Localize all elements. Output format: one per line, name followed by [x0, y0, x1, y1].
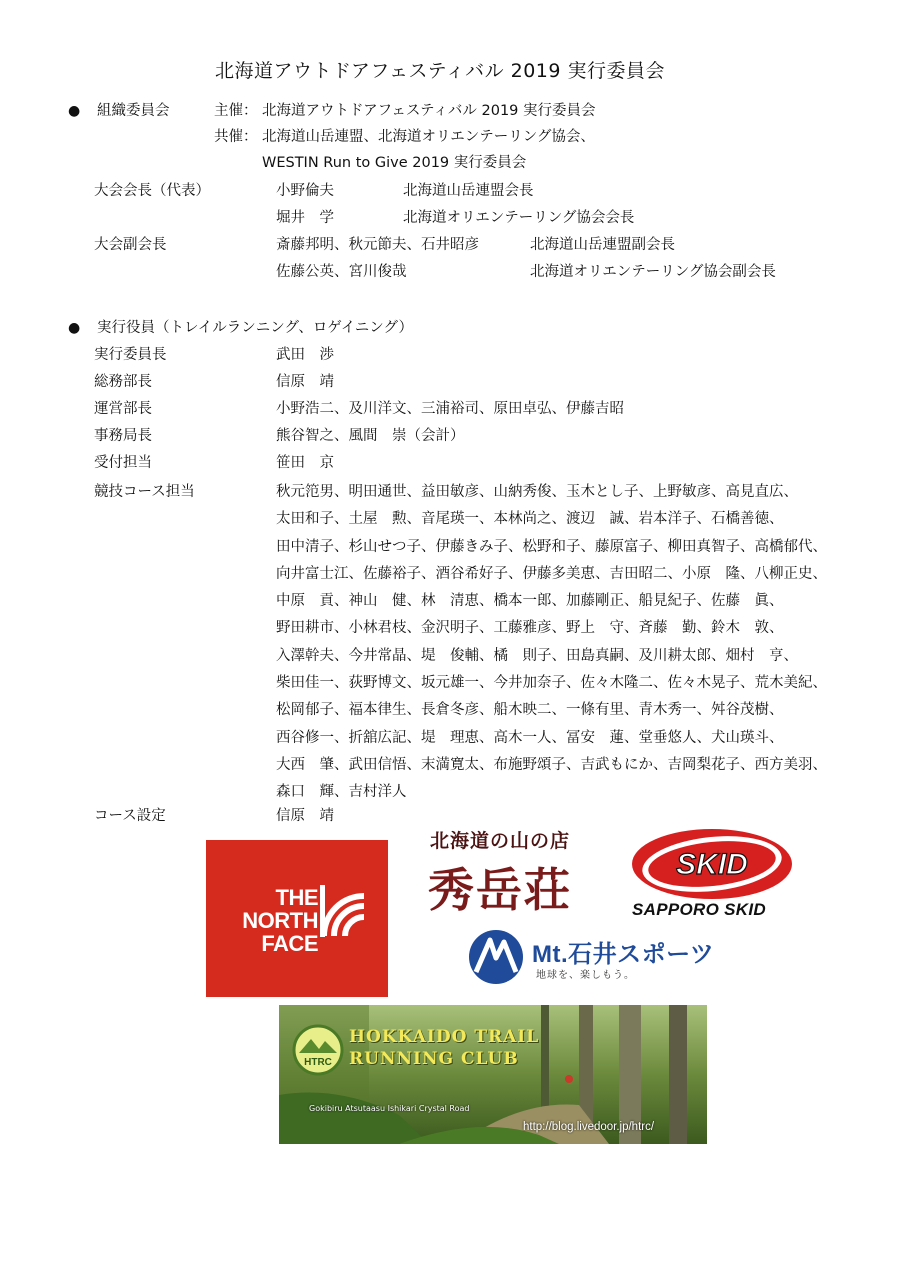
course-staff-line: 野田耕市、小林君枝、金沢明子、工藤雅彦、野上 守、斉藤 勤、鈴木 敦、 — [276, 620, 784, 637]
course-staff-list — [276, 479, 827, 807]
skid-mark-text: SKID — [676, 848, 748, 881]
chair-2-role: 北海道オリエンテーリング協会会長 — [403, 210, 635, 226]
role-label: 事務局長 — [94, 428, 152, 444]
cohost-line-1: 北海道山岳連盟、北海道オリエンテーリング協会、 — [262, 129, 595, 145]
cohost-line-2: WESTIN Run to Give 2019 実行委員会 — [262, 155, 527, 171]
page-title: 北海道アウトドアフェスティバル 2019 実行委員会 — [214, 60, 665, 82]
vice-2-names: 佐藤公英、宮川俊哉 — [276, 264, 407, 280]
vice-1-names: 斎藤邦明、秋元節夫、石井昭彦 — [276, 237, 479, 253]
role-value: 熊谷智之、風間 崇（会計） — [276, 428, 465, 444]
role-label: 受付担当 — [94, 455, 152, 471]
cohost-label: 共催： — [214, 129, 258, 145]
the-north-face-logo — [206, 840, 388, 997]
htrc-badge-icon — [291, 1023, 345, 1077]
role-value: 武田 渉 — [276, 347, 334, 363]
tnf-line-2: NORTH — [242, 908, 318, 933]
mt-ishii-sports-logo — [466, 928, 715, 986]
host-value: 北海道アウトドアフェスティバル 2019 実行委員会 — [262, 103, 596, 119]
course-setting-label: コース設定 — [94, 808, 166, 824]
role-value: 信原 靖 — [276, 374, 334, 390]
htrc-url: http://blog.livedoor.jp/htrc/ — [523, 1121, 655, 1133]
organizing-heading: 組織委員会 — [97, 103, 170, 119]
executive-heading: 実行役員（トレイルランニング、ロゲイニング） — [97, 320, 413, 336]
course-staff-line: 中原 貢、神山 健、林 清恵、橋本一郎、加藤剛正、船見紀子、佐藤 眞、 — [276, 593, 784, 610]
course-staff-line: 秋元笵男、明田通世、益田敏彦、山納秀俊、玉木とし子、上野敏彦、高見直広、 — [276, 484, 798, 500]
vice-2-role: 北海道オリエンテーリング協会副会長 — [530, 264, 776, 280]
htrc-banner — [279, 1005, 707, 1144]
chair-1-name: 小野倫夫 — [276, 183, 334, 199]
course-staff-line: 松岡郁子、福本律生、長倉冬彦、船木映二、一條有里、青木秀一、舛谷茂樹、 — [276, 702, 784, 719]
course-staff-line: 田中清子、杉山せつ子、伊藤きみ子、松野和子、藤原富子、柳田真智子、高橋郁代、 — [276, 538, 827, 555]
role-label: 実行委員長 — [94, 347, 167, 363]
tnf-line-3: FACE — [261, 931, 318, 956]
role-value: 小野浩二、及川洋文、三浦裕司、原田卓弘、伊藤吉昭 — [276, 401, 624, 417]
host-label: 主催： — [214, 103, 258, 119]
role-label: 運営部長 — [94, 401, 152, 417]
htrc-caption: Gokibiru Atsutaasu Ishikari Crystal Road — [309, 1104, 470, 1113]
bullet-executive: ● — [68, 320, 81, 336]
course-setting-value: 信原 靖 — [276, 808, 334, 824]
course-staff-line: 太田和子、土屋 勲、音尾瑛一、本林尚之、渡辺 誠、岩本洋子、石橋善徳、 — [276, 511, 784, 528]
shugakuso-small-text: 北海道の山の店 — [430, 830, 571, 852]
htrc-badge-text: HTRC — [304, 1057, 332, 1068]
mt-emblem-icon — [466, 928, 526, 986]
course-staff-line: 森口 輝、吉村洋人 — [276, 784, 407, 801]
vice-1-role: 北海道山岳連盟副会長 — [530, 237, 675, 253]
role-label: 総務部長 — [94, 374, 152, 390]
chair-2-name: 堀井 学 — [276, 210, 334, 226]
sapporo-skid-logo — [630, 826, 795, 926]
mt-ishii-name: Mt.石井スポーツ — [532, 941, 715, 968]
htrc-title-line-2: RUNNING CLUB — [349, 1049, 519, 1069]
role-value: 笹田 京 — [276, 455, 334, 471]
chair-label: 大会会長（代表） — [94, 183, 210, 199]
shugakuso-logo — [420, 826, 610, 926]
bullet-organizing: ● — [68, 103, 81, 119]
shugakuso-big-text: 秀岳荘 — [428, 863, 572, 917]
course-staff-line: 西谷修一、折舘広記、堤 理恵、高木一人、冨安 蓮、堂垂悠人、犬山瑛斗、 — [276, 729, 784, 746]
vice-label: 大会副会長 — [94, 237, 167, 253]
mt-ishii-tagline: 地球を、楽しもう。 — [536, 970, 635, 981]
skid-oval-icon — [630, 826, 795, 902]
skid-text: SAPPORO SKID — [632, 900, 766, 919]
course-staff-label: 競技コース担当 — [94, 484, 195, 500]
htrc-title-line-1: HOKKAIDO TRAIL — [349, 1027, 540, 1047]
tnf-line-1: THE — [275, 885, 318, 910]
course-staff-line: 入澤幹夫、今井常晶、堤 俊輔、橘 則子、田島真嗣、及川耕太郎、畑村 亨、 — [276, 647, 798, 664]
course-staff-line: 柴田佳一、荻野博文、坂元雄一、今井加奈子、佐々木隆二、佐々木晃子、荒木美紀、 — [276, 675, 827, 692]
course-staff-line: 大西 肇、武田信悟、末満寛太、布施野頌子、吉武もにか、吉岡梨花子、西方美羽、 — [276, 756, 827, 773]
chair-1-role: 北海道山岳連盟会長 — [403, 183, 534, 199]
course-staff-line: 向井富士江、佐藤裕子、酒谷希好子、伊藤多美恵、吉田昭二、小原 隆、八柳正史、 — [276, 565, 827, 582]
